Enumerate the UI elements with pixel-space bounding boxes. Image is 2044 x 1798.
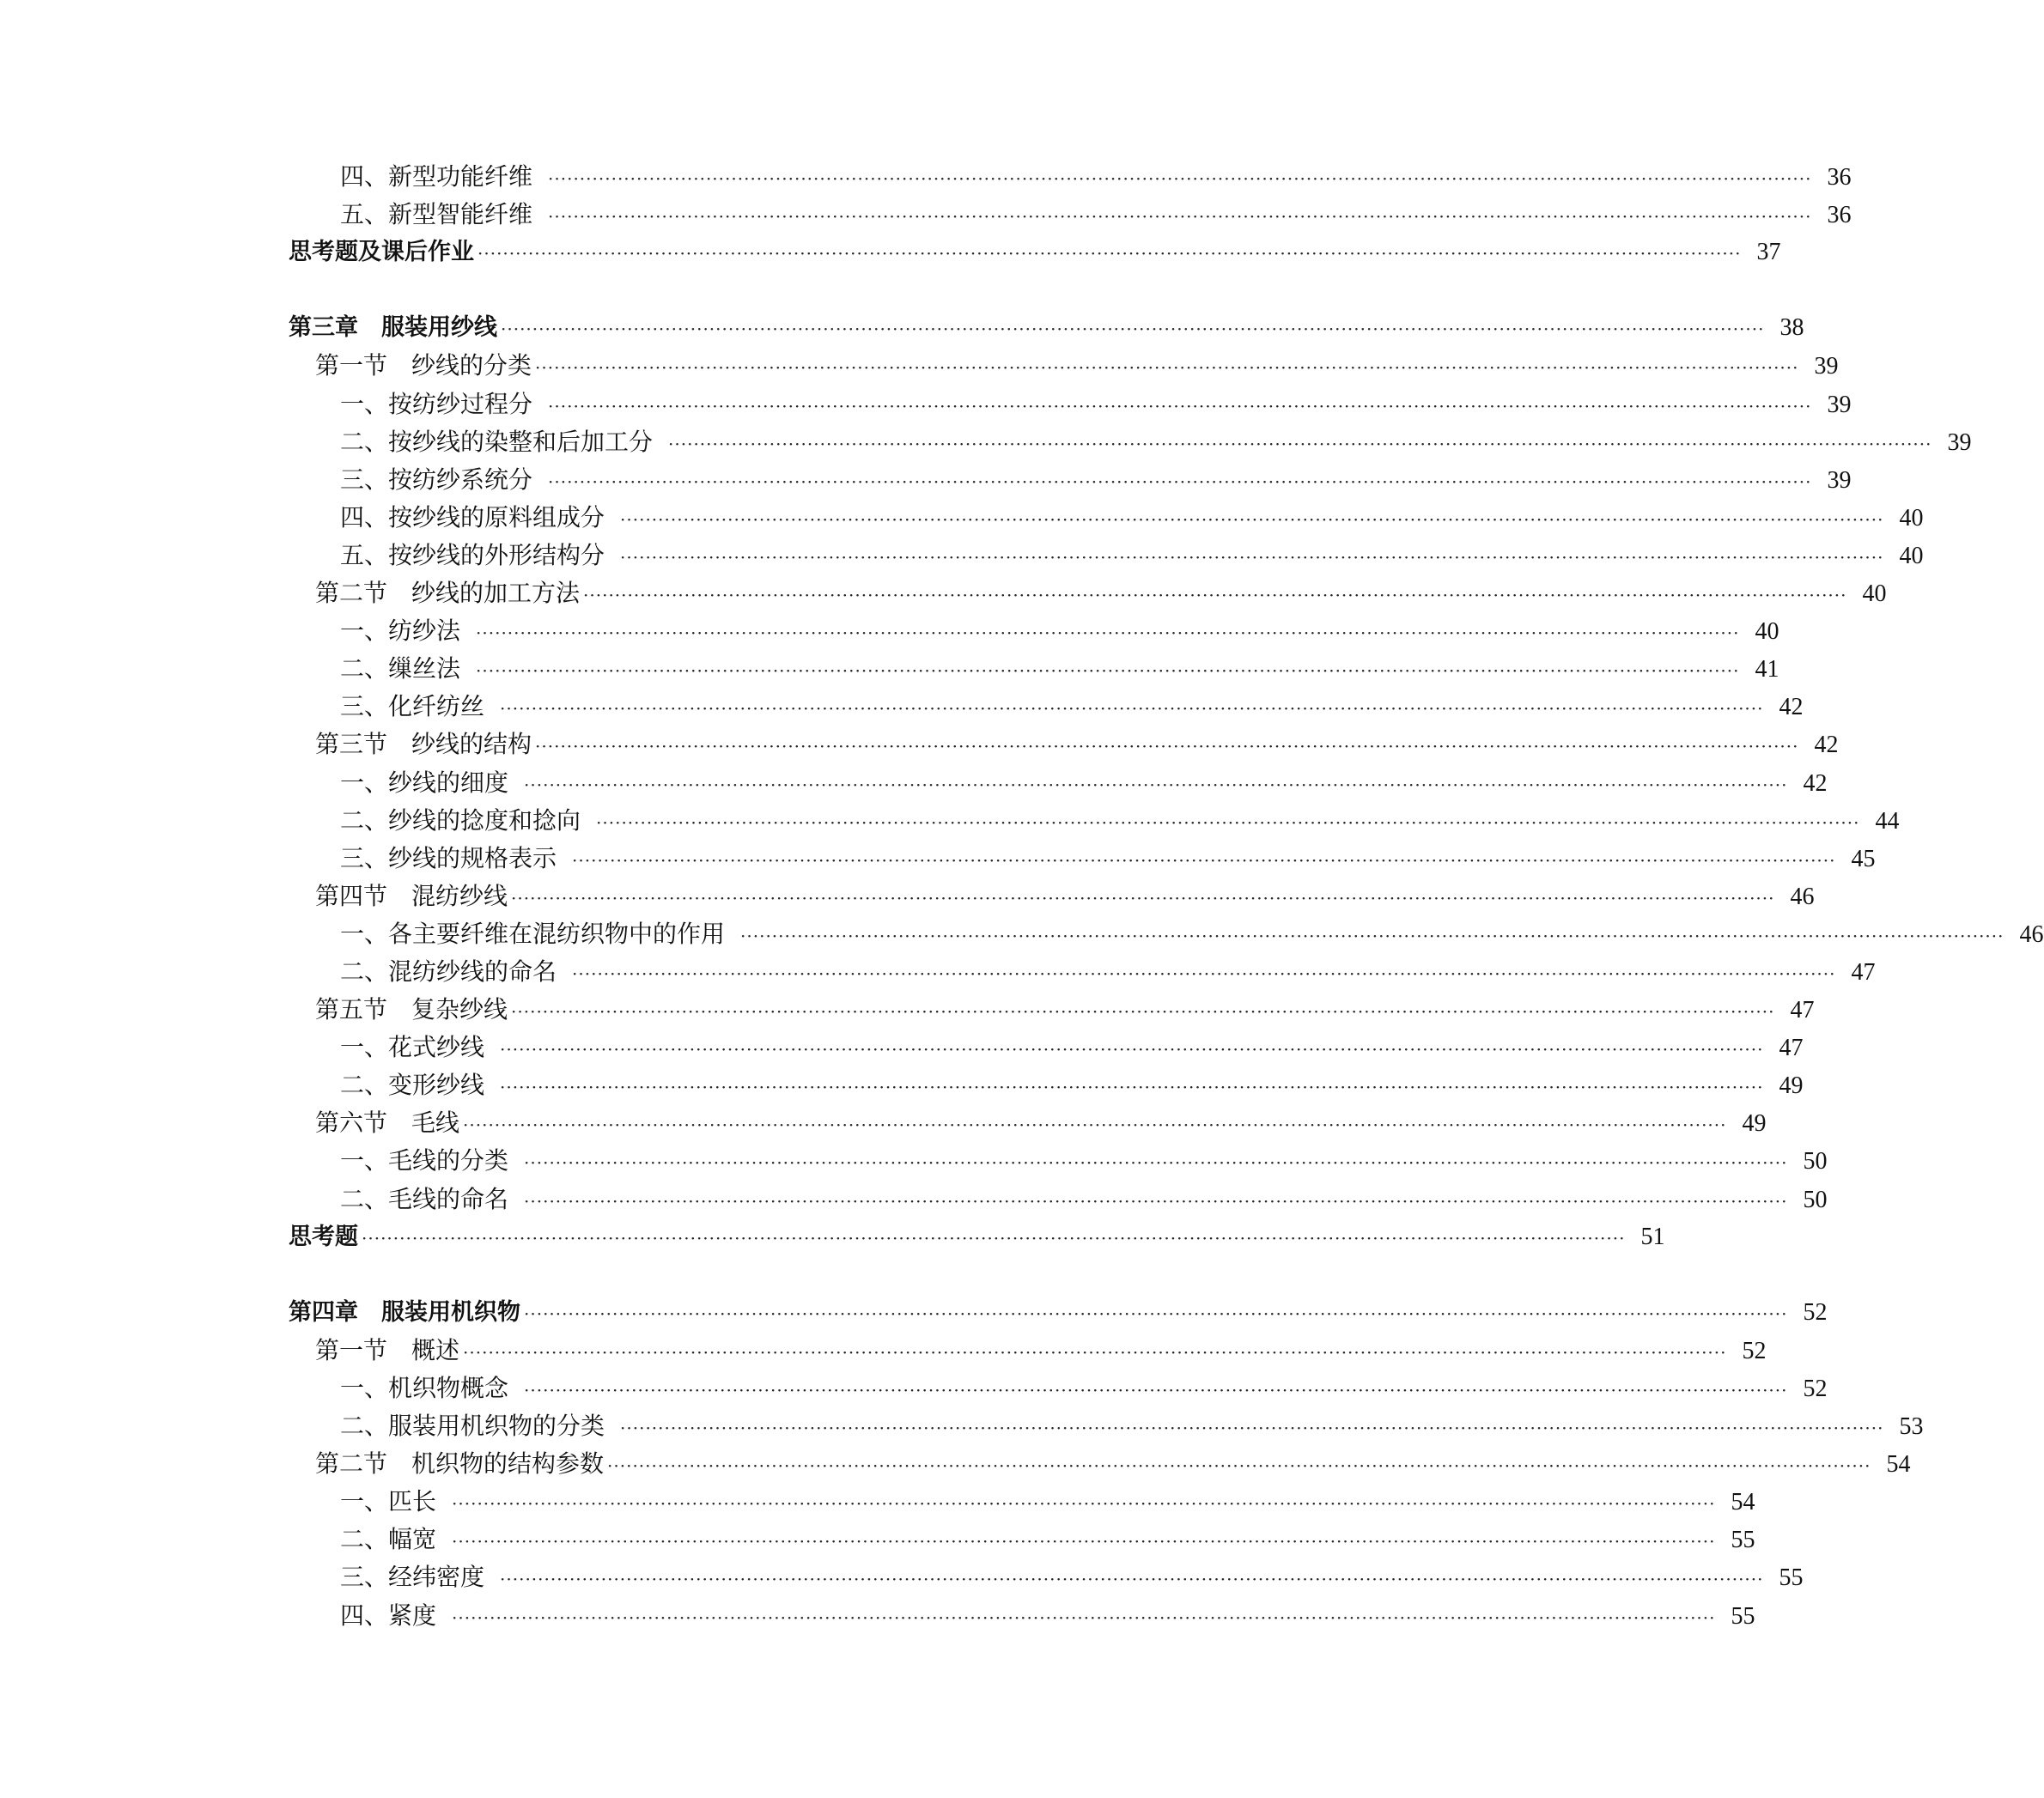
toc-entry-title: 四、紧度 bbox=[340, 1601, 437, 1630]
dot-leader: ········································································································································································································ bbox=[511, 1001, 1775, 1023]
toc-entry-page-number: 39 bbox=[1827, 391, 1852, 418]
table-of-contents bbox=[289, 158, 2044, 1635]
dot-leader: ········································································································································································································ bbox=[572, 963, 1836, 984]
toc-entry-item bbox=[289, 802, 1900, 840]
toc-entry-title: 第六节 毛线 bbox=[315, 1109, 460, 1138]
toc-entry-item bbox=[289, 764, 1828, 802]
toc-entry-item bbox=[289, 1181, 1828, 1218]
dot-leader: ········································································································································································································ bbox=[572, 849, 1836, 871]
toc-entry-page-number: 36 bbox=[1827, 202, 1852, 229]
toc-entry-title: 五、按纱线的外形结构分 bbox=[340, 540, 605, 569]
toc-entry-item bbox=[289, 196, 1852, 234]
toc-entry-title: 一、各主要纤维在混纺织物中的作用 bbox=[340, 919, 726, 948]
toc-entry-item bbox=[289, 1483, 1755, 1521]
dot-leader: ········································································································································································································ bbox=[524, 1152, 1788, 1174]
toc-entry-page-number: 49 bbox=[1779, 1072, 1804, 1100]
dot-leader: ········································································································································································································ bbox=[583, 585, 1847, 606]
toc-entry-item bbox=[289, 1066, 1804, 1104]
toc-entry-chapter bbox=[289, 309, 1804, 347]
dot-leader: ········································································································································································································ bbox=[452, 1531, 1716, 1552]
toc-entry-item bbox=[289, 1521, 1755, 1558]
toc-entry-section bbox=[289, 726, 1839, 763]
toc-entry-title: 三、经纬密度 bbox=[340, 1563, 485, 1592]
toc-entry-item bbox=[289, 915, 2044, 953]
toc-entry-title: 四、按纱线的原料组成分 bbox=[340, 502, 605, 532]
toc-entry-item bbox=[289, 953, 1876, 991]
toc-entry-item bbox=[289, 499, 1924, 537]
dot-leader: ········································································································································································································ bbox=[452, 1607, 1716, 1628]
toc-entry-page-number: 40 bbox=[1862, 580, 1887, 608]
toc-entry-page-number: 47 bbox=[1779, 1035, 1804, 1062]
toc-entry-title: 二、变形纱线 bbox=[340, 1071, 485, 1100]
dot-leader: ········································································································································································································ bbox=[740, 925, 2004, 946]
dot-leader: ········································································································································································································ bbox=[463, 1341, 1727, 1363]
toc-entry-item bbox=[289, 1597, 1755, 1635]
toc-entry-title: 一、机织物概念 bbox=[340, 1374, 509, 1402]
toc-entry-title: 思考题及课后作业 bbox=[289, 239, 474, 266]
toc-entry-title: 第一节 概述 bbox=[315, 1335, 460, 1364]
toc-entry-page-number: 40 bbox=[1755, 618, 1779, 646]
toc-entry-page-number: 39 bbox=[1827, 466, 1852, 494]
dot-leader: ········································································································································································································ bbox=[620, 508, 1884, 530]
toc-entry-item bbox=[289, 537, 1924, 574]
toc-entry-top bbox=[289, 234, 1781, 271]
toc-entry-page-number: 45 bbox=[1851, 845, 1876, 872]
toc-entry-section bbox=[289, 574, 1887, 612]
toc-entry-page-number: 50 bbox=[1803, 1148, 1828, 1175]
toc-entry-page-number: 37 bbox=[1756, 239, 1781, 266]
toc-entry-page-number: 42 bbox=[1779, 694, 1804, 721]
toc-entry-page-number: 54 bbox=[1886, 1451, 1911, 1479]
toc-entry-title: 二、服装用机织物的分类 bbox=[340, 1412, 605, 1441]
dot-leader: ········································································································································································································ bbox=[548, 168, 1812, 189]
toc-entry-page-number: 55 bbox=[1779, 1564, 1804, 1592]
toc-entry-page-number: 53 bbox=[1899, 1413, 1924, 1441]
toc-entry-title: 第三章 服装用纱线 bbox=[289, 314, 497, 342]
dot-leader: ········································································································································································································ bbox=[535, 736, 1799, 757]
toc-entry-title: 第一节 纱线的分类 bbox=[315, 351, 532, 380]
dot-leader: ········································································································································································································ bbox=[452, 1493, 1716, 1515]
dot-leader: ········································································································································································································ bbox=[524, 1380, 1788, 1400]
dot-leader: ········································································································································································································ bbox=[620, 546, 1884, 568]
toc-entry-item bbox=[289, 650, 1779, 688]
toc-entry-page-number: 42 bbox=[1803, 769, 1828, 797]
toc-entry-title: 一、花式纱线 bbox=[340, 1033, 485, 1062]
dot-leader: ········································································································································································································ bbox=[607, 1455, 1871, 1477]
toc-entry-page-number: 39 bbox=[1947, 428, 1972, 456]
toc-entry-title: 三、纱线的规格表示 bbox=[340, 843, 557, 872]
toc-entry-item bbox=[289, 688, 1804, 726]
toc-entry-title: 一、按纺纱过程分 bbox=[340, 389, 533, 418]
dot-leader: ········································································································································································································ bbox=[500, 698, 1764, 720]
dot-leader: ········································································································································································································ bbox=[500, 1077, 1764, 1098]
toc-entry-page-number: 39 bbox=[1814, 353, 1839, 380]
toc-entry-title: 第二节 纱线的加工方法 bbox=[315, 579, 581, 608]
toc-entry-title: 一、毛线的分类 bbox=[340, 1146, 509, 1175]
toc-entry-page-number: 42 bbox=[1814, 732, 1839, 759]
toc-entry-title: 第四章 服装用机织物 bbox=[289, 1298, 520, 1326]
toc-entry-item bbox=[289, 840, 1876, 878]
toc-entry-title: 二、按纱线的染整和后加工分 bbox=[340, 427, 654, 456]
toc-entry-section bbox=[289, 1104, 1767, 1142]
toc-entry-page-number: 40 bbox=[1899, 504, 1924, 532]
toc-entry-page-number: 40 bbox=[1899, 542, 1924, 569]
toc-entry-title: 思考题 bbox=[289, 1223, 358, 1250]
toc-entry-title: 第三节 纱线的结构 bbox=[315, 730, 532, 759]
dot-leader: ········································································································································································································ bbox=[500, 1039, 1764, 1060]
toc-entry-section bbox=[289, 878, 1815, 915]
toc-entry-section bbox=[289, 1332, 1767, 1370]
dot-leader: ········································································································································································································ bbox=[535, 357, 1799, 379]
toc-entry-page-number: 55 bbox=[1731, 1602, 1755, 1630]
toc-entry-item bbox=[289, 1029, 1804, 1066]
toc-entry-page-number: 47 bbox=[1790, 997, 1815, 1024]
dot-leader: ········································································································································································································ bbox=[620, 1418, 1884, 1439]
dot-leader: ········································································································································································································ bbox=[463, 1115, 1727, 1136]
toc-entry-title: 二、混纺纱线的命名 bbox=[340, 957, 557, 986]
toc-entry-item bbox=[289, 158, 1852, 196]
dot-leader: ········································································································································································································ bbox=[500, 1569, 1764, 1590]
toc-entry-title: 一、纱线的细度 bbox=[340, 768, 509, 797]
toc-entry-page-number: 51 bbox=[1640, 1223, 1665, 1250]
toc-entry-page-number: 38 bbox=[1779, 314, 1804, 342]
toc-entry-page-number: 36 bbox=[1827, 164, 1852, 191]
toc-entry-item bbox=[289, 1142, 1828, 1180]
toc-entry-title: 二、缫丝法 bbox=[340, 654, 461, 683]
toc-entry-chapter bbox=[289, 1294, 1828, 1332]
dot-leader: ········································································································································································································ bbox=[524, 1190, 1788, 1212]
toc-entry-page-number: 49 bbox=[1742, 1110, 1767, 1138]
toc-entry-page-number: 55 bbox=[1731, 1527, 1755, 1554]
toc-entry-item bbox=[289, 1407, 1924, 1445]
dot-leader: ········································································································································································································ bbox=[548, 471, 1812, 492]
toc-entry-page-number: 46 bbox=[1790, 883, 1815, 910]
toc-entry-title: 一、纺纱法 bbox=[340, 617, 461, 646]
dot-leader: ········································································································································································································ bbox=[501, 319, 1765, 340]
toc-entry-page-number: 47 bbox=[1851, 958, 1876, 986]
toc-entry-page-number: 44 bbox=[1875, 807, 1900, 835]
toc-entry-item bbox=[289, 461, 1852, 499]
toc-entry-page-number: 52 bbox=[1742, 1337, 1767, 1364]
toc-entry-page-number: 41 bbox=[1755, 656, 1779, 683]
dot-leader: ········································································································································································································ bbox=[476, 660, 1740, 682]
toc-entry-page-number: 52 bbox=[1803, 1298, 1828, 1326]
dot-leader: ········································································································································································································ bbox=[524, 774, 1788, 795]
toc-entry-page-number: 50 bbox=[1803, 1186, 1828, 1213]
toc-entry-page-number: 52 bbox=[1803, 1376, 1828, 1402]
toc-entry-title: 四、新型功能纤维 bbox=[340, 162, 533, 191]
dot-leader: ········································································································································································································ bbox=[548, 395, 1812, 416]
toc-entry-item bbox=[289, 1558, 1804, 1596]
toc-entry-section bbox=[289, 991, 1815, 1029]
toc-entry-title: 第五节 复杂纱线 bbox=[315, 995, 508, 1024]
dot-leader: ········································································································································································································ bbox=[548, 206, 1812, 228]
dot-leader: ········································································································································································································ bbox=[476, 623, 1740, 644]
toc-entry-item bbox=[289, 1370, 1828, 1407]
toc-entry-item bbox=[289, 386, 1852, 423]
dot-leader: ········································································································································································································ bbox=[668, 433, 1932, 454]
toc-entry-title: 第二节 机织物的结构参数 bbox=[315, 1449, 605, 1479]
toc-entry-page-number: 54 bbox=[1731, 1489, 1755, 1516]
toc-entry-page-number: 46 bbox=[2019, 920, 2044, 948]
toc-entry-title: 一、匹长 bbox=[340, 1487, 437, 1516]
dot-leader: ········································································································································································································ bbox=[478, 243, 1742, 264]
dot-leader: ········································································································································································································ bbox=[362, 1227, 1626, 1248]
toc-entry-item bbox=[289, 612, 1779, 650]
toc-entry-title: 五、新型智能纤维 bbox=[340, 200, 533, 229]
toc-entry-title: 第四节 混纺纱线 bbox=[315, 881, 508, 910]
dot-leader: ········································································································································································································ bbox=[511, 887, 1775, 908]
toc-entry-top bbox=[289, 1218, 1665, 1256]
toc-entry-title: 三、化纤纺丝 bbox=[340, 692, 485, 721]
toc-entry-section bbox=[289, 1445, 1911, 1483]
toc-entry-title: 二、毛线的命名 bbox=[340, 1184, 509, 1213]
toc-entry-title: 二、幅宽 bbox=[340, 1525, 437, 1554]
dot-leader: ········································································································································································································ bbox=[596, 811, 1860, 833]
toc-entry-item bbox=[289, 423, 1972, 461]
toc-entry-title: 二、纱线的捻度和捻向 bbox=[340, 805, 581, 835]
dot-leader: ········································································································································································································ bbox=[524, 1303, 1788, 1324]
toc-entry-section bbox=[289, 347, 1839, 385]
toc-entry-title: 三、按纺纱系统分 bbox=[340, 465, 533, 494]
